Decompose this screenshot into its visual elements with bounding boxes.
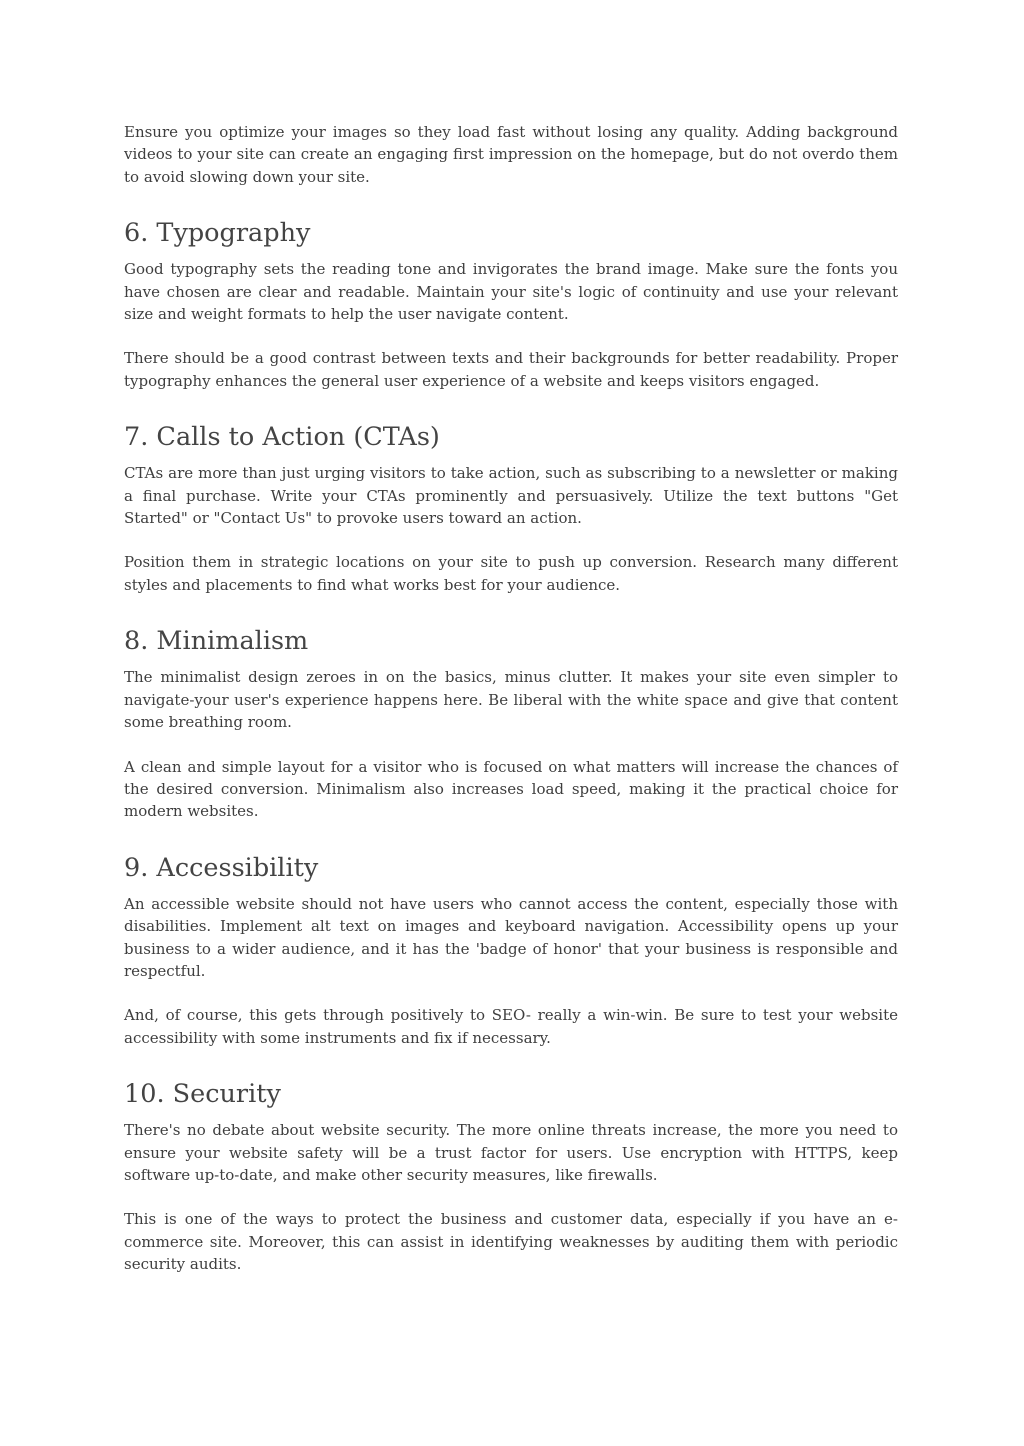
section-paragraph: Position them in strategic locations on your site to push up conversion. Research many different styles and placements to find what works best for your audience. xyxy=(124,553,898,594)
section-paragraph: A clean and simple layout for a visitor who is focused on what matters will increase the chances of the desired conversion. Minimalism also increases load speed, making it the practical choice for modern websites. xyxy=(124,757,898,821)
section-paragraph: The minimalist design zeroes in on the basics, minus clutter. It makes your site even simpler to navigate-your user's experience happens here. Be liberal with the white space and give that content some breathing room. xyxy=(124,668,898,732)
section-minimalism xyxy=(124,624,898,822)
section-heading: 8. Minimalism xyxy=(124,626,309,657)
section-heading: 7. Calls to Action (CTAs) xyxy=(124,422,440,453)
section-paragraph: And, of course, this gets through positively to SEO- really a win-win. Be sure to test your website accessibility with some instruments and fix if necessary. xyxy=(124,1006,898,1047)
section-paragraph: There should be a good contrast between texts and their backgrounds for better readability. Proper typography enhances the general user experience of a website and keeps visitors engaged. xyxy=(124,349,898,390)
section-paragraph: This is one of the ways to protect the business and customer data, especially if you have an e-commerce site. Moreover, this can assist in identifying weaknesses by auditing them with periodic security audits. xyxy=(124,1210,898,1274)
section-heading: 10. Security xyxy=(124,1079,281,1110)
section-accessibility xyxy=(124,851,898,1049)
section-security xyxy=(124,1077,898,1275)
section-paragraph: There's no debate about website security. The more online threats increase, the more you need to ensure your website safety will be a trust factor for users. Use encryption with HTTPS, keep software up-to-date, and make other security measures, like firewalls. xyxy=(124,1121,898,1184)
section-typography xyxy=(124,216,898,392)
section-paragraph: An accessible website should not have users who cannot access the content, especially those with disabilities. Implement alt text on images and keyboard navigation. Accessibility opens up your business to a wider audience, and it has the 'badge of honor' that your business is responsible and respectful. xyxy=(124,894,898,980)
section-calls-to-action xyxy=(124,420,898,596)
section-heading: 9. Accessibility xyxy=(124,852,319,883)
section-paragraph: Good typography sets the reading tone and invigorates the brand image. Make sure the fonts you have chosen are clear and readable. Maintain your site's logic of continuity and use your relevant size and weight formats to help the user navigate content. xyxy=(124,260,898,324)
intro-paragraph: Ensure you optimize your images so they load fast without losing any quality. Adding background videos to your site can create an engaging first impression on the homepage, but do not overdo them to avoid slowing down your site. xyxy=(124,123,898,186)
section-paragraph: CTAs are more than just urging visitors to take action, such as subscribing to a newsletter or making a final purchase. Write your CTAs prominently and persuasively. Utilize the text buttons "Get Started" or "Contact Us" to provoke users toward an action. xyxy=(124,464,898,528)
section-heading: 6. Typography xyxy=(124,218,311,249)
document-page xyxy=(124,121,898,1276)
